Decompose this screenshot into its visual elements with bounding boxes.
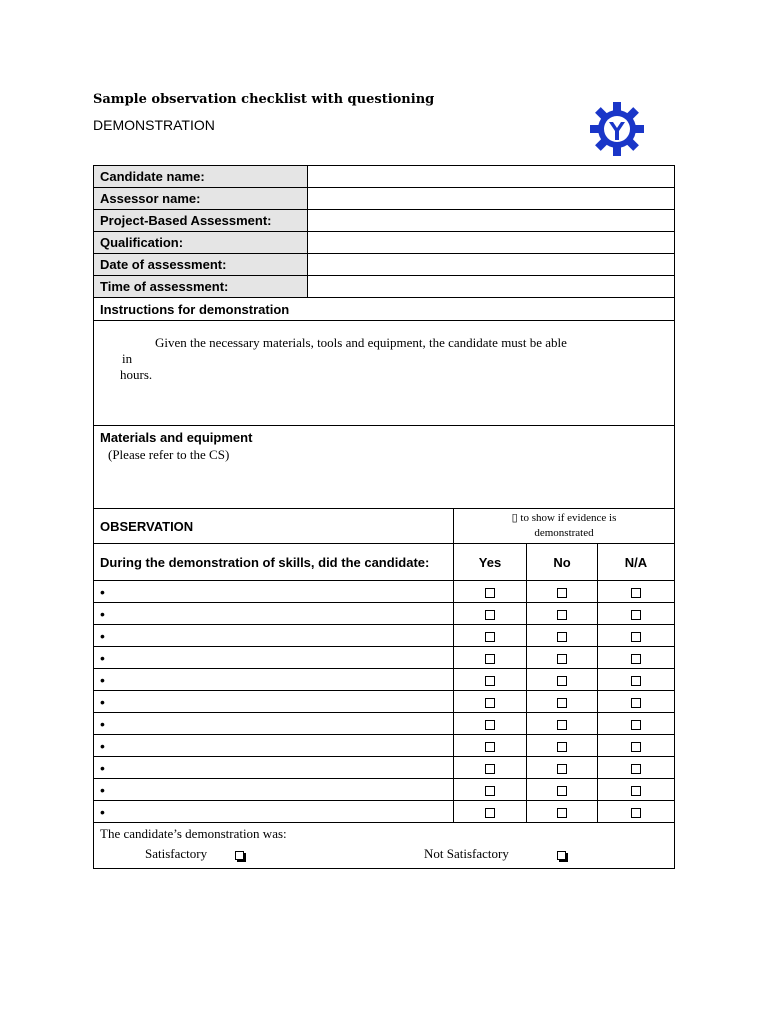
not-satisfactory-label: Not Satisfactory	[424, 846, 509, 861]
no-checkbox[interactable]	[557, 786, 567, 796]
observation-item-text: •	[94, 757, 454, 779]
no-checkbox[interactable]	[557, 632, 567, 642]
observation-item-row	[94, 735, 675, 757]
no-checkbox[interactable]	[557, 808, 567, 818]
na-checkbox[interactable]	[631, 786, 641, 796]
observation-item-row	[94, 779, 675, 801]
col-na-header: N/A	[598, 544, 675, 581]
detail-row	[94, 276, 675, 298]
evidence-note-line-2: demonstrated	[534, 527, 594, 539]
observation-item-text: •	[94, 735, 454, 757]
na-checkbox[interactable]	[631, 654, 641, 664]
instructions-text	[94, 321, 675, 426]
detail-row	[94, 232, 675, 254]
observation-item-text: •	[94, 669, 454, 691]
observation-item-text: •	[94, 779, 454, 801]
materials-cell	[94, 426, 675, 509]
observation-item-text: •	[94, 603, 454, 625]
observation-heading: OBSERVATION	[94, 509, 454, 544]
no-checkbox[interactable]	[557, 742, 567, 752]
yes-checkbox[interactable]	[485, 742, 495, 752]
detail-row	[94, 210, 675, 232]
evidence-note-line-1: ▯ to show if evidence is	[511, 512, 617, 524]
detail-value-field[interactable]	[308, 166, 675, 188]
no-checkbox[interactable]	[557, 764, 567, 774]
detail-label: Candidate name:	[94, 166, 308, 188]
result-prompt: The candidate’s demonstration was:	[100, 826, 287, 841]
satisfactory-label: Satisfactory	[145, 846, 208, 861]
observation-item-text: •	[94, 713, 454, 735]
materials-heading: Materials and equipment	[100, 430, 253, 445]
detail-row	[94, 188, 675, 210]
detail-label: Time of assessment:	[94, 276, 308, 298]
observation-item-text: •	[94, 581, 454, 603]
yes-checkbox[interactable]	[485, 786, 495, 796]
na-checkbox[interactable]	[631, 698, 641, 708]
instructions-line-1: Given the necessary materials, tools and equipment, the candidate must be able	[155, 335, 567, 350]
satisfactory-checkbox[interactable]	[235, 851, 244, 860]
detail-label: Assessor name:	[94, 188, 308, 210]
detail-row	[94, 166, 675, 188]
not-satisfactory-option[interactable]	[424, 846, 566, 862]
yes-checkbox[interactable]	[485, 808, 495, 818]
detail-label: Project-Based Assessment:	[94, 210, 308, 232]
detail-value-field[interactable]	[308, 210, 675, 232]
instructions-line-3: hours.	[120, 367, 153, 382]
detail-label: Date of assessment:	[94, 254, 308, 276]
na-checkbox[interactable]	[631, 676, 641, 686]
yes-checkbox[interactable]	[485, 720, 495, 730]
observation-item-text: •	[94, 801, 454, 823]
na-checkbox[interactable]	[631, 610, 641, 620]
no-checkbox[interactable]	[557, 676, 567, 686]
detail-value-field[interactable]	[308, 254, 675, 276]
na-checkbox[interactable]	[631, 632, 641, 642]
na-checkbox[interactable]	[631, 588, 641, 598]
na-checkbox[interactable]	[631, 742, 641, 752]
yes-checkbox[interactable]	[485, 632, 495, 642]
observation-item-row	[94, 801, 675, 823]
observation-question: During the demonstration of skills, did the candidate:	[94, 544, 454, 581]
not-satisfactory-checkbox[interactable]	[557, 851, 566, 860]
observation-item-text: •	[94, 647, 454, 669]
observation-item-row	[94, 625, 675, 647]
col-yes-header: Yes	[454, 544, 527, 581]
na-checkbox[interactable]	[631, 808, 641, 818]
observation-item-row	[94, 757, 675, 779]
instructions-heading: Instructions for demonstration	[94, 298, 675, 321]
observation-item-row	[94, 669, 675, 691]
no-checkbox[interactable]	[557, 610, 567, 620]
detail-label: Qualification:	[94, 232, 308, 254]
satisfactory-option[interactable]	[145, 846, 244, 862]
observation-item-text: •	[94, 625, 454, 647]
evidence-note	[454, 509, 675, 544]
yes-checkbox[interactable]	[485, 764, 495, 774]
detail-value-field[interactable]	[308, 276, 675, 298]
na-checkbox[interactable]	[631, 720, 641, 730]
no-checkbox[interactable]	[557, 588, 567, 598]
detail-value-field[interactable]	[308, 232, 675, 254]
observation-item-row	[94, 691, 675, 713]
col-no-header: No	[527, 544, 598, 581]
instructions-line-2: in	[122, 351, 133, 366]
observation-item-row	[94, 581, 675, 603]
observation-item-row	[94, 647, 675, 669]
no-checkbox[interactable]	[557, 654, 567, 664]
checklist-table	[93, 165, 675, 869]
observation-item-text: •	[94, 691, 454, 713]
result-cell	[94, 823, 675, 869]
yes-checkbox[interactable]	[485, 610, 495, 620]
materials-note: (Please refer to the CS)	[108, 447, 230, 462]
yes-checkbox[interactable]	[485, 676, 495, 686]
no-checkbox[interactable]	[557, 720, 567, 730]
yes-checkbox[interactable]	[485, 698, 495, 708]
page-subtitle: DEMONSTRATION	[93, 117, 215, 133]
no-checkbox[interactable]	[557, 698, 567, 708]
yes-checkbox[interactable]	[485, 654, 495, 664]
tesda-gear-logo-icon	[590, 102, 644, 156]
detail-value-field[interactable]	[308, 188, 675, 210]
detail-row	[94, 254, 675, 276]
page-title: Sample observation checklist with questioning	[93, 92, 435, 107]
observation-item-row	[94, 713, 675, 735]
yes-checkbox[interactable]	[485, 588, 495, 598]
na-checkbox[interactable]	[631, 764, 641, 774]
observation-item-row	[94, 603, 675, 625]
